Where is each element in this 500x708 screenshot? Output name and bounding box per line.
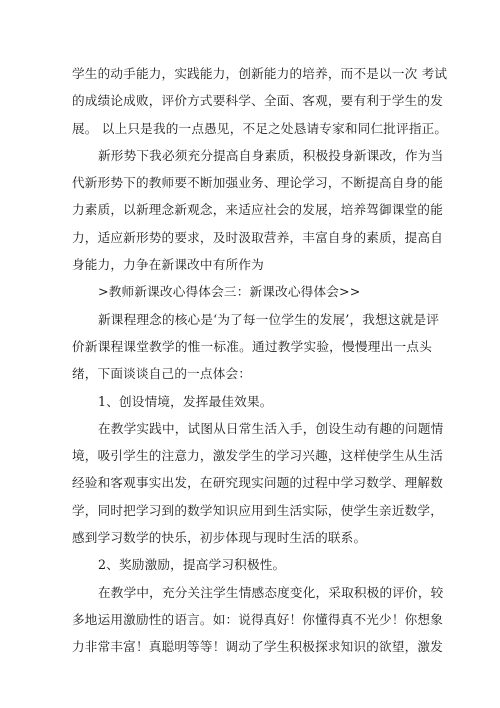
text-line: 感到学习数学的快乐，初步体现与现时生活的联系。	[72, 530, 367, 546]
text-line: 在教学中，充分关注学生情感态度变化，采取积极的评价，较	[98, 584, 444, 600]
text-line: 绪，下面谈谈自己的一点体会：	[72, 366, 252, 382]
section-heading	[72, 278, 432, 305]
text-line: 1、创设情境，发挥最佳效果。	[98, 393, 273, 409]
paragraph-4	[72, 415, 444, 551]
text-line: 2、奖励激励，提高学习积极性。	[98, 557, 286, 573]
subheading-1	[72, 388, 432, 415]
text-line: 境，吸引学生的注意力，激发学生的学习兴趣，这样使学生从生活	[72, 448, 444, 464]
text-line: 学生的动手能力，实践能力，创新能力的培养，而不是以一次 考试	[72, 66, 448, 81]
body-text	[72, 60, 448, 661]
text-line: 力，适应新形势的要求，及时汲取营养，丰富自身的素质，提高自	[72, 229, 444, 245]
text-line: 经验和客观事实出发，在研究现实问题的过程中学习数学、理解数	[72, 475, 444, 491]
text-line: 在教学实践中，试图从日常生活入手，创设生动有趣的问题情	[98, 420, 444, 436]
text-line: 展。 以上只是我的一点愚见，不足之处恳请专家和同仁批评指正。	[72, 120, 448, 136]
text-line: 代新形势下的教师要不断加强业务、理论学习，不断提高自身的能	[72, 175, 444, 191]
text-line: 学，同时把学习到的数学知识应用到生活实际，使学生亲近数学，	[72, 502, 444, 518]
text-line: 新课程理念的核心是‘为了每一位学生的发展’，我想这就是评	[98, 311, 440, 327]
paragraph-2	[72, 142, 444, 278]
text-line: 新形势下我必须充分提高自身素质，积极投身新课改，作为当	[98, 147, 444, 163]
paragraph-5	[72, 579, 444, 661]
text-line: 的成绩论成败，评价方式要科学、全面、客观，要有利于学生的发	[72, 93, 444, 109]
text-line: 力素质，以新理念新观念，来适应社会的发展，培养驾御课堂的能	[72, 202, 444, 218]
text-line: >教师新课改心得体会三：新课改心得体会>>	[98, 284, 361, 300]
text-line: 力非常丰富！真聪明等等！调动了学生积极探求知识的欲望，激发	[72, 639, 444, 655]
subheading-2	[72, 551, 432, 578]
text-line: 身能力，力争在新课改中有所作为	[72, 257, 264, 273]
paragraph-3	[72, 306, 440, 388]
text-line: 多地运用激励性的语言。如：说得真好！你懂得真不光少！你想象	[72, 611, 444, 627]
text-line: 价新课程课堂教学的惟一标准。通过教学实验，慢慢理出一点头	[72, 338, 432, 354]
paragraph-1	[72, 60, 448, 142]
